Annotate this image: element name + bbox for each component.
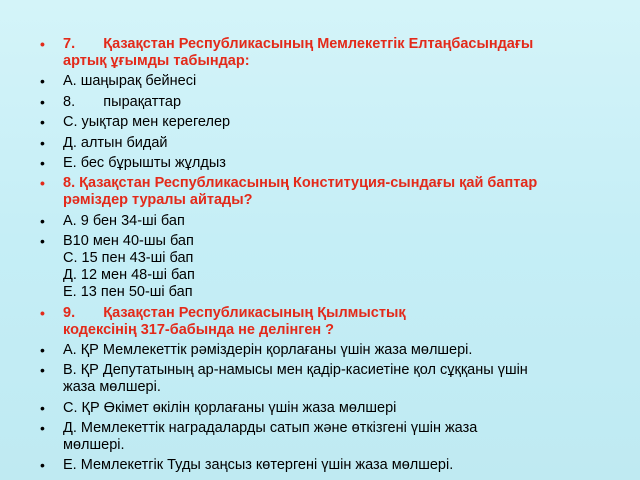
item-text-line: С. 15 пен 43-ші бап — [63, 250, 194, 267]
answer-item — [36, 457, 632, 474]
item-text-line: С. ҚР Өкімет өкілін қорлағаны үшін жаза мөлшері — [63, 399, 397, 416]
answer-item — [36, 420, 632, 454]
item-text-line: С. уықтар мен керегелер — [63, 114, 231, 131]
item-text-line: 7. Қазақстан Республикасының Мемлекетгік Елтаңбасындағы — [63, 36, 534, 52]
item-text-line: 9. Қазақстан Республикасының Қылмыстық — [63, 304, 406, 321]
answer-item — [36, 400, 632, 417]
item-text-line: Е. бес бұрышты жұлдыз — [63, 154, 226, 171]
item-text-line: В10 мен 40-шы бап — [63, 233, 194, 250]
answer-item — [36, 233, 632, 301]
item-text-line: В. ҚР Депутатының ар-намысы мен қадір-касиетіне қол сұққаны үшін — [63, 362, 528, 379]
bullet-icon: • — [40, 134, 45, 151]
bullet-icon: • — [40, 362, 45, 379]
answer-item — [36, 342, 632, 359]
item-text-line: А. ҚР Мемлекеттік рәміздерін қорлағаны үшін жаза мөлшері. — [63, 341, 473, 358]
answer-item — [36, 155, 632, 172]
bullet-icon: • — [40, 154, 45, 171]
item-text-line: 8. Қазақстан Республикасының Конституция-сындағы қай баптар — [63, 175, 538, 192]
item-text-line: Д. Мемлекеттік наградаларды сатып және өткізгені үшін жаза — [63, 420, 478, 437]
bullet-icon: • — [40, 36, 45, 52]
bullet-icon: • — [40, 304, 45, 321]
item-text-line: Е. Мемлекетгік Туды заңсыз көтергені үшін жаза мөлшері. — [63, 457, 454, 474]
answer-item — [36, 94, 632, 111]
item-text-line: артық ұғымды табындар: — [63, 53, 250, 69]
bullet-icon: • — [40, 175, 45, 192]
item-text-line: 8. пырақаттар — [63, 93, 182, 110]
quiz-list — [36, 36, 632, 478]
answer-item — [36, 114, 632, 131]
item-text-line: жаза мөлшері. — [63, 379, 161, 396]
item-text-line: А. 9 бен 34-ші бап — [63, 212, 185, 229]
item-text-line: мөлшері. — [63, 437, 125, 454]
bullet-icon: • — [40, 420, 45, 437]
bullet-icon: • — [40, 233, 45, 250]
answer-item — [36, 73, 632, 90]
bullet-icon: • — [40, 457, 45, 474]
bullet-icon: • — [40, 93, 45, 110]
item-text-line: Д. 12 мен 48-ші бап — [63, 267, 195, 284]
item-text-line: рәміздер туралы айтады? — [63, 192, 253, 209]
item-text-line: кодексінің 317-бабында не делінген ? — [63, 321, 335, 338]
item-text-line: Е. 13 пен 50-ші бап — [63, 284, 193, 301]
bullet-icon: • — [40, 341, 45, 358]
bullet-icon: • — [40, 212, 45, 229]
item-text-line: А. шаңырақ бейнесі — [63, 73, 197, 90]
answer-item — [36, 135, 632, 152]
question-item — [36, 305, 632, 339]
bullet-icon: • — [40, 73, 45, 90]
answer-item — [36, 362, 632, 396]
answer-item — [36, 213, 632, 230]
bullet-icon: • — [40, 399, 45, 416]
bullet-icon: • — [40, 114, 45, 131]
question-item — [36, 36, 632, 70]
item-text-line: Д. алтын бидай — [63, 134, 168, 151]
question-item — [36, 175, 632, 209]
